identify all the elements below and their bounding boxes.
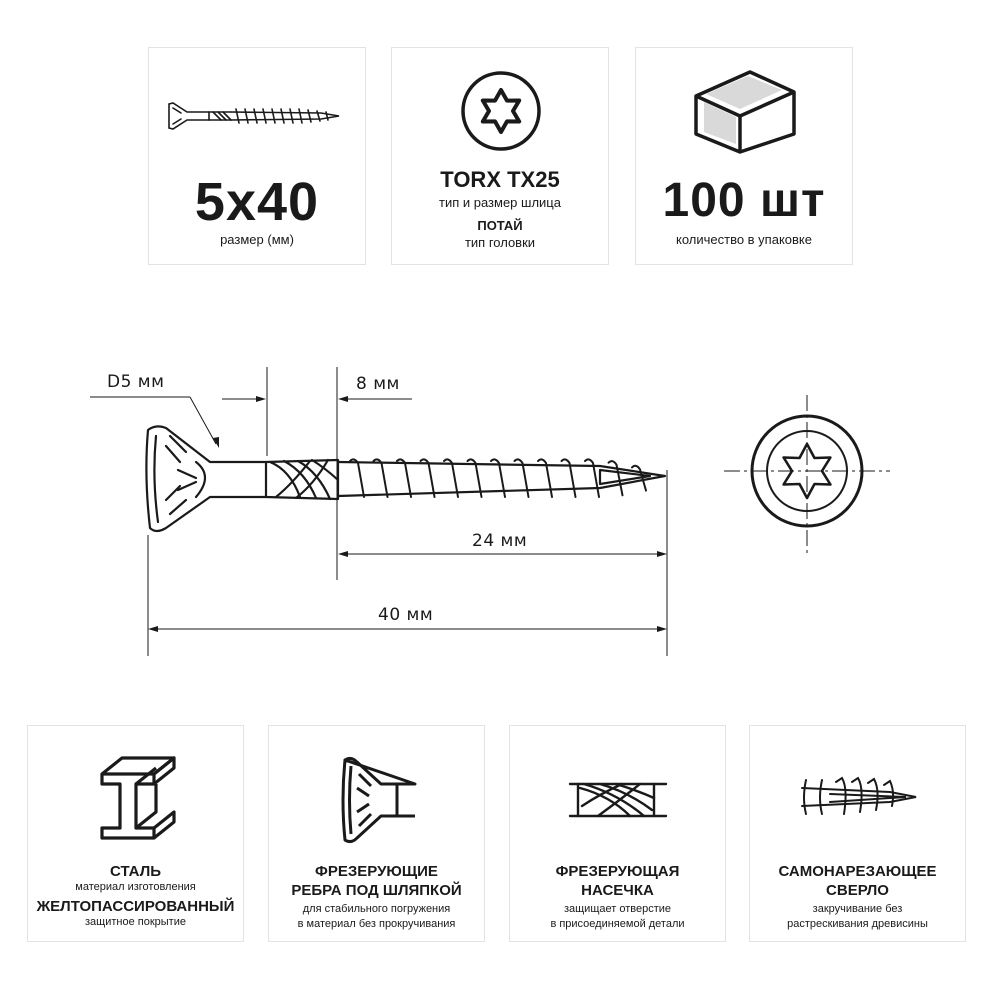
milling-ribs-icon xyxy=(337,754,417,846)
spec-card-slot xyxy=(391,47,609,265)
knurl-label: 8 мм xyxy=(356,374,400,394)
diameter-label: D5 мм xyxy=(107,372,165,392)
torx-head-icon xyxy=(460,70,542,152)
slot-value: TORX TX25 xyxy=(440,167,560,192)
feature-notch-title: ФРЕЗЕРУЮЩАЯ НАСЕЧКА xyxy=(555,863,680,899)
feature-card-drill xyxy=(749,725,966,942)
thread-turn xyxy=(374,459,388,497)
screw-small-icon xyxy=(161,96,351,136)
feature-coating-title: ЖЕЛТОПАССИРОВАННЫЙ xyxy=(36,898,235,915)
thread-turn xyxy=(421,459,435,497)
screw-drawing xyxy=(0,340,1000,680)
torx-star-icon xyxy=(483,90,519,132)
head-caption: тип головки xyxy=(464,235,536,250)
feature-drill-title: САМОНАРЕЗАЮЩЕЕ СВЕРЛО xyxy=(778,863,937,899)
thread-length-label: 24 мм xyxy=(472,531,528,551)
thread-turn xyxy=(609,461,623,495)
feature-card-steel xyxy=(27,725,244,942)
package-box-icon xyxy=(692,64,798,154)
steel-beam-icon xyxy=(92,754,182,844)
milling-notch-icon xyxy=(570,776,670,822)
feature-card-notch xyxy=(509,725,726,942)
quantity-value: 100 шт xyxy=(662,174,826,227)
size-caption: размер (мм) xyxy=(220,232,294,247)
feature-ribs-desc: для стабильного погружения в материал без прокручивания xyxy=(297,903,456,930)
feature-steel-desc: материал изготовления xyxy=(75,881,196,893)
total-length-label: 40 мм xyxy=(378,605,434,625)
feature-card-ribs xyxy=(268,725,485,942)
head-value: ПОТАЙ xyxy=(477,218,523,233)
screw-head xyxy=(146,426,266,531)
slot-caption: тип и размер шлица xyxy=(439,195,561,210)
feature-ribs-title: ФРЕЗЕРУЮЩИЕ РЕБРА ПОД ШЛЯПКОЙ xyxy=(291,863,462,899)
feature-notch-desc: защищает отверстие в присоединяемой детали xyxy=(550,903,685,930)
thread-turn xyxy=(350,459,364,497)
thread-turn xyxy=(397,459,411,497)
quantity-caption: количество в упаковке xyxy=(675,232,812,247)
size-value: 5x40 xyxy=(194,172,320,232)
spec-card-quantity xyxy=(635,47,853,265)
self-drilling-tip-icon xyxy=(800,774,920,820)
feature-coating-desc: защитное покрытие xyxy=(85,916,186,928)
spec-card-size xyxy=(148,47,366,265)
feature-steel-title: СТАЛЬ xyxy=(110,863,161,880)
feature-drill-desc: закручивание без растрескивания древисины xyxy=(787,903,928,930)
